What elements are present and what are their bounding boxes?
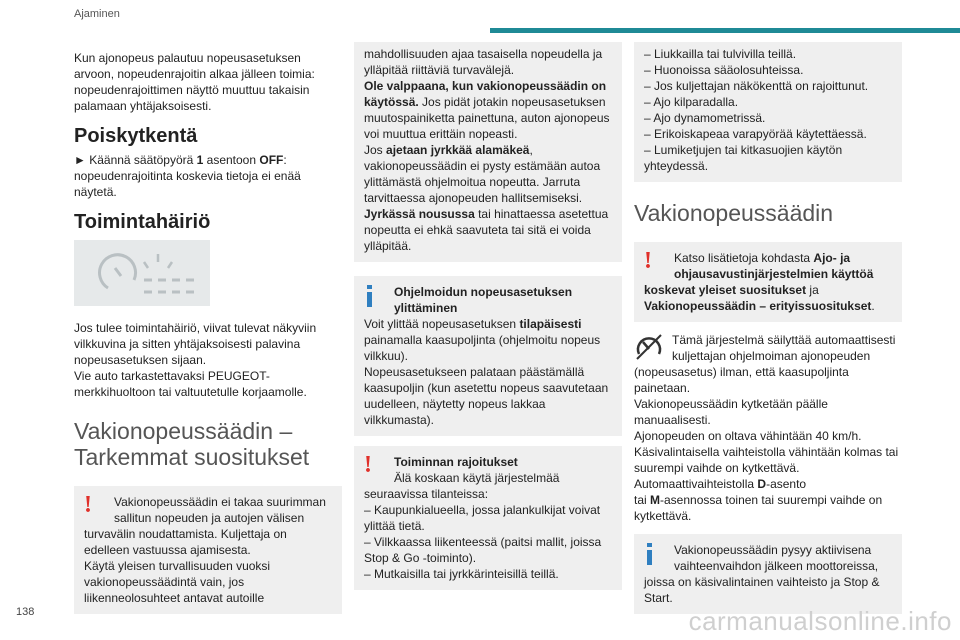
- warning-box-reference: [634, 242, 902, 322]
- warning-box-limitations: [354, 446, 622, 590]
- watermark: carmanualsonline.info: [688, 606, 952, 636]
- bold-run: ajetaan jyrkkää alamäkeä: [386, 143, 530, 157]
- section-title-toimintahairio: Toimintahäiriö: [74, 211, 211, 233]
- exclamation-icon: !: [364, 452, 372, 478]
- cruise-description: [634, 332, 902, 524]
- page-header-title: Ajaminen: [74, 8, 120, 20]
- bold-run: Jyrkässä nousussa: [364, 207, 475, 221]
- bold-run: M: [650, 493, 661, 507]
- info-text: [364, 316, 614, 428]
- text-run: -asento tai: [634, 477, 807, 507]
- bold-run: Ole valppaana, kun vakionopeussäädin on käytössä.: [364, 79, 607, 109]
- text-run: Tämä järjestelmä säilyttää automaattisesti kuljettajan ohjelmoiman ajonopeuden (nopeusasetus) ilman, että kaasupoljinta painetaan. Vakionopeussäädin kytketään päälle manuaalisesti. Ajonopeuden on oltava vähintään 40 km/h. Käsivalintaisella vaihteistolla vähintään kolmas tai suurempi vaihde on kytkettävä. Automaattivaihteistolla: [634, 333, 899, 491]
- text-run: Jos pidät jotakin nopeusasetuksen muutospainiketta painettuna, auton ajonopeus voi muuttua erittäin nopeasti.: [364, 95, 610, 141]
- bold-run: tilapäisesti: [519, 317, 582, 331]
- info-icon: [644, 542, 666, 564]
- warning-text: Vakionopeussäädin ei takaa suurimman sallitun nopeuden ja autojen välisen turvavälin noudattamista. Kuljettaja on edelleen vastuussa ajamisesta. Käytä yleisen turvallisuuden vuoksi vakionopeussäädintä vain, jos liikenneolosuhteet antavat autoille: [84, 495, 326, 605]
- bold-run: D: [757, 477, 767, 491]
- info-box-overriding: [354, 276, 622, 436]
- bold-run: Ajo- ja ohjausavustinjärjestelmien käyttöä koskevat yleiset suositukset: [644, 251, 874, 297]
- bold-run: Vakionopeussäädin – erityissuositukset: [644, 299, 872, 313]
- text-run: tai hinattaessa asetettua nopeutta ei ehkä saavuteta tai sitä ei voida ylläpitää.: [364, 207, 609, 253]
- column-3: [634, 47, 902, 624]
- text-run: ja: [806, 283, 819, 297]
- continued-list-box: – Liukkailla tai tulvivilla teillä. – Huonoissa sääolosuhteissa. – Jos kuljettajan näkökenttä on rajoittunut. – Ajo kilparadalla. – Ajo dynamometrissä. – Erikoiskapeaa varapyörää käytettäessä. – Lumiketjujen tai kitkasuojien käytön yhteydessä.: [634, 42, 902, 182]
- limits-text: Älä koskaan käytä järjestelmää seuraavissa tilanteissa: – Kaupunkialueella, jossa jalankulkijat voivat ylittää tietä. – Vilkkaassa liikenteessä (paitsi mallit, joissa Stop & Go -toiminto). – Mutkaisilla tai jyrkkärinteisillä teillä.: [364, 471, 602, 581]
- text-run: mahdollisuuden ajaa tasaisella nopeudella ja ylläpitää riittäviä turvavälejä.: [364, 47, 603, 77]
- text-run: : nopeudenrajoitinta koskevia tietoja ei enää näytetä.: [74, 153, 301, 199]
- text-run: Katso lisätietoja kohdasta: [674, 251, 814, 265]
- continued-warning-box: [354, 42, 622, 262]
- exclamation-icon: !: [84, 492, 92, 518]
- text-run: Jos: [364, 143, 387, 157]
- section-title-recommendations: Vakionopeussäädin – Tarkemmat suositukset: [74, 418, 310, 470]
- text-run: ► Käännä säätöpyörä: [74, 153, 197, 167]
- column-1: [74, 50, 342, 624]
- warning-box: [74, 486, 342, 614]
- column-2: [354, 47, 622, 600]
- text-run: -asennossa toinen tai suurempi vaihde on kytkettävä.: [634, 493, 883, 523]
- bold-run: OFF: [259, 153, 284, 167]
- header-accent-bar: [490, 28, 960, 33]
- section-title-cruise-control: Vakionopeussäädin: [634, 200, 834, 226]
- speedometer-dashes-icon: [74, 240, 210, 306]
- text-run: asentoon: [203, 153, 260, 167]
- info-icon: [364, 284, 386, 306]
- text-run: painamalla kaasupoljinta (ohjelmoitu nopeus vilkkuu). Nopeusasetukseen palataan päästämällä kaasupoljin (kun asetettu nopeus saavutetaan uudelleen, näytetty nopeus lakkaa vilkkumasta).: [364, 333, 609, 427]
- reference-text: [644, 250, 894, 314]
- info-box-stop-start: [634, 534, 902, 614]
- section-title-poiskytkenta: Poiskytkentä: [74, 125, 198, 147]
- intro-paragraph: Kun ajonopeus palautuu nopeusasetuksen arvoon, nopeudenrajoitin alkaa jälleen toimia: nopeudenrajoittimen näyttö muuttuu takaisin palamaan yhtäjaksoisesti.: [74, 51, 315, 113]
- info-title: Ohjelmoidun nopeusasetuksen ylittäminen: [394, 285, 573, 315]
- bold-run: 1: [196, 153, 204, 167]
- text-run: Voit ylittää nopeusasetuksen: [364, 317, 520, 331]
- cruise-control-icon: [634, 332, 664, 362]
- text-run: , vakionopeussäädin ei pysty estämään autoa ylittämästä ohjelmoitua nopeutta. Jarruta tarvittaessa ajonopeuden hallitsemiseksi.: [364, 143, 601, 205]
- page-number: 138: [16, 606, 35, 618]
- fault-paragraph: Jos tulee toimintahäiriö, viivat tulevat näkyviin vilkkuvina ja sitten yhtäjaksoisesti palavina nopeusasetuksen sijaan. Vie auto tarkastettavaksi PEUGEOT-merkkihuoltoon tai valtuutetulle korjaamolle.: [74, 321, 317, 399]
- poiskytkenta-paragraph: [74, 152, 342, 200]
- exclamation-icon: !: [644, 248, 652, 274]
- limits-title: Toiminnan rajoitukset: [394, 455, 518, 469]
- cruise-description-text: [634, 332, 902, 524]
- stop-start-text: Vakionopeussäädin pysyy aktiivisena vaihteenvaihdon jälkeen moottoreissa, joissa on käsivalintainen vaihteisto ja Stop & Start.: [644, 543, 880, 605]
- text-run: .: [871, 299, 875, 313]
